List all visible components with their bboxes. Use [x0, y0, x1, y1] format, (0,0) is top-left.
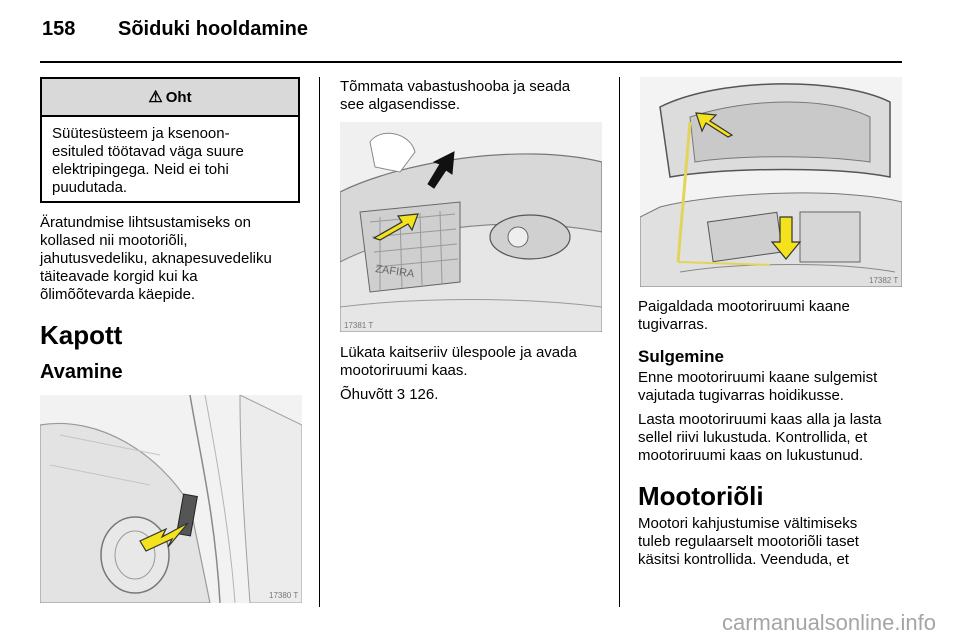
warning-title: Oht: [165, 88, 192, 106]
figure-hood-support: [640, 77, 902, 287]
text-line: Tõmmata vabastushooba ja seada: [340, 78, 571, 95]
text-line: tugivarras.: [638, 316, 709, 333]
warning-box: [40, 77, 300, 203]
text-line: jahutusvedeliku, aknapesuvedeliku: [40, 250, 272, 267]
closing-preparation: [638, 369, 903, 405]
reference-page: 126.: [409, 386, 439, 403]
figure-code: 17382 T: [869, 276, 899, 285]
watermark: carmanualsonline.info: [721, 610, 936, 635]
cross-reference: [340, 386, 438, 404]
heading-avamine: Avamine: [40, 361, 123, 383]
text-line: Paigaldada mootoriruumi kaane: [638, 298, 850, 315]
page-title: Sõiduki hooldamine: [118, 18, 309, 40]
text-line: käsitsi kontrollida. Veenduda, et: [638, 551, 849, 568]
engine-oil-paragraph: [638, 515, 903, 569]
heading-sulgemine: Sulgemine: [638, 347, 724, 366]
text-line: õlimõõtevarda käepide.: [40, 286, 196, 303]
warning-line: esituled töötavad väga suure: [52, 143, 244, 160]
figure-release-lever: [40, 395, 302, 603]
column-divider-2: [619, 77, 620, 607]
closing-instructions: [638, 411, 903, 465]
heading-kapott: Kapott: [40, 320, 123, 350]
reference-label: Õhuvõtt: [340, 386, 393, 403]
header-rule: [40, 61, 902, 63]
text-line: see algasendisse.: [340, 96, 461, 113]
page-number: 158: [42, 18, 76, 40]
warning-text: [42, 117, 298, 197]
figure-code: 17381 T: [344, 321, 374, 330]
figure-hood-latch: [340, 122, 602, 332]
text-line: Äratundmise lihtsustamiseks on: [40, 214, 251, 231]
install-support-instructions: [638, 298, 903, 334]
warning-header: [42, 79, 298, 117]
figure-code: 17380 T: [269, 591, 299, 600]
warning-triangle-icon: ⚠: [148, 89, 163, 106]
text-line: Mootori kahjustumise vältimiseks: [638, 515, 858, 532]
text-line: mootoriruumi kaas on lukustunud.: [638, 447, 864, 464]
text-line: vajutada tugivarras hoidikusse.: [638, 387, 844, 404]
warning-line: Süütesüsteem ja ksenoon-: [52, 125, 230, 142]
text-line: sellel riivi lukustuda. Kontrollida, et: [638, 429, 868, 446]
figure-car-badge: ZAFIRA: [374, 263, 415, 281]
column-divider-1: [319, 77, 320, 607]
text-line: tuleb regulaarselt mootoriõli taset: [638, 533, 859, 550]
release-instructions: [340, 78, 610, 114]
text-line: täiteavade korgid kui ka: [40, 268, 198, 285]
color-coding-paragraph: [40, 214, 310, 304]
text-line: mootoriruumi kaas.: [340, 362, 468, 379]
open-hood-instructions: [340, 344, 615, 380]
text-line: Lasta mootoriruumi kaas alla ja lasta: [638, 411, 882, 428]
text-line: Lükata kaitseriiv ülespoole ja avada: [340, 344, 577, 361]
heading-mootorioli: Mootoriõli: [638, 481, 764, 511]
text-line: kollased nii mootoriõli,: [40, 232, 188, 249]
warning-line: elektripingega. Neid ei tohi: [52, 161, 229, 178]
text-line: Enne mootoriruumi kaane sulgemist: [638, 369, 878, 386]
warning-line: puudutada.: [52, 179, 128, 196]
reference-arrow-icon: 3: [396, 386, 406, 403]
